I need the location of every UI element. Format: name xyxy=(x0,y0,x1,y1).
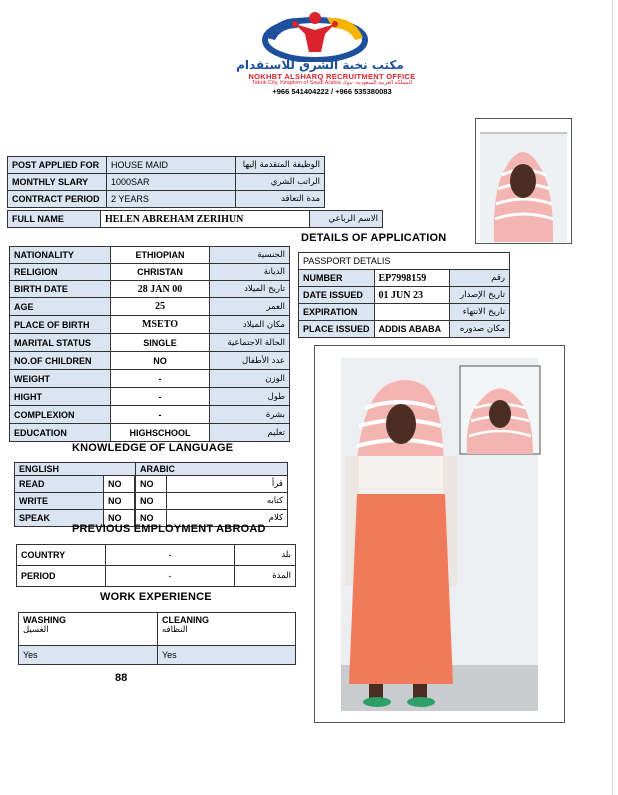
detail-ar: الديانة xyxy=(210,264,290,281)
english-header: ENGLISH xyxy=(15,463,136,476)
english-level: NO xyxy=(104,510,135,527)
detail-value: - xyxy=(111,388,210,406)
emp-period-label: PERIOD xyxy=(17,566,106,587)
details-row xyxy=(10,334,290,352)
language-skill-ar: كتابه xyxy=(167,493,288,510)
language-skill: SPEAK xyxy=(15,510,104,527)
employment-heading: PREVIOUS EMPLOYMENT ABROAD xyxy=(72,523,266,535)
english-level: NO xyxy=(104,476,135,493)
language-skill: READ xyxy=(15,476,104,493)
passport-number-ar: رقم xyxy=(449,270,509,287)
detail-label: RELIGION xyxy=(10,264,111,281)
passport-issued-label: DATE ISSUED xyxy=(299,287,375,304)
passport-table xyxy=(298,252,510,338)
details-row xyxy=(10,247,290,264)
country-label: COUNTRY xyxy=(17,545,106,566)
washing-ar: الغسيل xyxy=(23,625,49,635)
washing-label: WASHING xyxy=(23,615,67,625)
cleaning-label: CLEANING xyxy=(162,615,209,625)
details-row xyxy=(10,424,290,442)
details-table xyxy=(9,246,290,442)
passport-expiration-label: EXPIRATION xyxy=(299,304,375,321)
work-heading: WORK EXPERIENCE xyxy=(100,591,212,603)
office-logo xyxy=(255,8,375,62)
detail-ar: الجنسية xyxy=(210,247,290,264)
arabic-level: NO xyxy=(136,476,167,493)
passport-number-value: EP7998159 xyxy=(374,270,449,287)
emp-period-value: - xyxy=(106,566,235,587)
cleaning-value: Yes xyxy=(158,646,296,665)
detail-ar: بشرة xyxy=(210,406,290,424)
period-value: 2 YEARS xyxy=(107,191,236,208)
detail-label: HIGHT xyxy=(10,388,111,406)
detail-value: 28 JAN 00 xyxy=(111,281,210,298)
detail-ar: طول xyxy=(210,388,290,406)
detail-ar: العمر xyxy=(210,298,290,316)
detail-value: MSETO xyxy=(111,316,210,334)
details-row xyxy=(10,264,290,281)
english-level: NO xyxy=(104,493,135,510)
language-heading: KNOWLEDGE OF LANGUAGE xyxy=(72,442,234,454)
detail-value: ETHIOPIAN xyxy=(111,247,210,264)
details-row xyxy=(10,352,290,370)
passport-place-ar: مكان صدوره xyxy=(449,321,509,338)
detail-label: BIRTH DATE xyxy=(10,281,111,298)
employment-table xyxy=(16,544,296,587)
detail-label: MARITAL STATUS xyxy=(10,334,111,352)
full-name-ar: الاسم الرباعي xyxy=(310,211,383,228)
detail-value: SINGLE xyxy=(111,334,210,352)
detail-label: COMPLEXION xyxy=(10,406,111,424)
detail-label: AGE xyxy=(10,298,111,316)
passport-expiration-ar: تاريخ الانتهاء xyxy=(449,304,509,321)
detail-label: NO.OF CHILDREN xyxy=(10,352,111,370)
language-skill: WRITE xyxy=(15,493,104,510)
post-label: POST APPLIED FOR xyxy=(8,157,107,174)
details-row xyxy=(10,406,290,424)
detail-ar: تعليم xyxy=(210,424,290,442)
details-row xyxy=(10,298,290,316)
passport-place-label: PLACE ISSUED xyxy=(299,321,375,338)
work-table xyxy=(18,612,296,665)
passport-expiration-value xyxy=(374,304,449,321)
language-skill-ar: قرأ xyxy=(167,476,288,493)
arabic-level: NO xyxy=(136,493,167,510)
detail-label: EDUCATION xyxy=(10,424,111,442)
passport-place-value: ADDIS ABABA xyxy=(374,321,449,338)
detail-value: - xyxy=(111,406,210,424)
full-name-value: HELEN ABREHAM ZERIHUN xyxy=(101,211,310,228)
office-name-en: NOKHBT ALSHARQ RECRUITMENT OFFICE xyxy=(248,72,416,81)
detail-value: - xyxy=(111,370,210,388)
detail-ar: الوزن xyxy=(210,370,290,388)
small-photo xyxy=(475,118,572,244)
country-value: - xyxy=(106,545,235,566)
passport-number-label: NUMBER xyxy=(299,270,375,287)
detail-ar: الحالة الاجتماعية xyxy=(210,334,290,352)
post-ar: الوظيفة المتقدمة إليها xyxy=(236,157,325,174)
passport-issued-ar: تاريخ الإصدار xyxy=(449,287,509,304)
period-label: CONTRACT PERIOD xyxy=(8,191,107,208)
office-phones: +966 541404222 / +966 535380083 xyxy=(272,87,392,96)
details-row xyxy=(10,281,290,298)
language-skill-ar: كلام xyxy=(167,510,288,527)
detail-value: HIGHSCHOOL xyxy=(111,424,210,442)
washing-value: Yes xyxy=(19,646,158,665)
salary-ar: الراتب الشري xyxy=(236,174,325,191)
detail-ar: عدد الأطفال xyxy=(210,352,290,370)
full-name-label: FULL NAME xyxy=(8,211,101,228)
detail-label: PLACE OF BIRTH xyxy=(10,316,111,334)
language-row xyxy=(15,476,288,493)
passport-issued-value: 01 JUN 23 xyxy=(374,287,449,304)
detail-value: 25 xyxy=(111,298,210,316)
details-row xyxy=(10,370,290,388)
country-ar: بلد xyxy=(235,545,296,566)
detail-ar: مكان الميلاد xyxy=(210,316,290,334)
language-table xyxy=(14,462,288,527)
emp-period-ar: المدة xyxy=(235,566,296,587)
details-row xyxy=(10,316,290,334)
detail-ar: تاريخ الميلاد xyxy=(210,281,290,298)
detail-label: WEIGHT xyxy=(10,370,111,388)
office-address: Tabuk City, Kingdom of Saudi Arabia المملكة العربية السعودية- تبوك xyxy=(251,80,413,86)
washing-cell xyxy=(19,613,158,646)
post-value: HOUSE MAID xyxy=(107,157,236,174)
office-name-ar: مكتب نخبة الشرق للاستقدام xyxy=(236,58,404,72)
language-row xyxy=(15,493,288,510)
full-name-table xyxy=(7,210,383,228)
full-body-photo xyxy=(314,345,565,723)
arabic-level: NO xyxy=(136,510,167,527)
period-ar: مدة التعاقد xyxy=(236,191,325,208)
arabic-header: ARABIC xyxy=(136,463,288,476)
position-table xyxy=(7,156,325,208)
salary-label: MONTHLY SLARY xyxy=(8,174,107,191)
detail-value: NO xyxy=(111,352,210,370)
cleaning-ar: النظافه xyxy=(162,625,188,635)
details-row xyxy=(10,388,290,406)
cleaning-cell xyxy=(158,613,296,646)
passport-title: PASSPORT DETALIS xyxy=(299,253,510,270)
page-number: 88 xyxy=(115,672,128,684)
details-heading: DETAILS OF APPLICATION xyxy=(301,232,447,244)
salary-value: 1000SAR xyxy=(107,174,236,191)
detail-label: NATIONALITY xyxy=(10,247,111,264)
detail-value: CHRISTAN xyxy=(111,264,210,281)
